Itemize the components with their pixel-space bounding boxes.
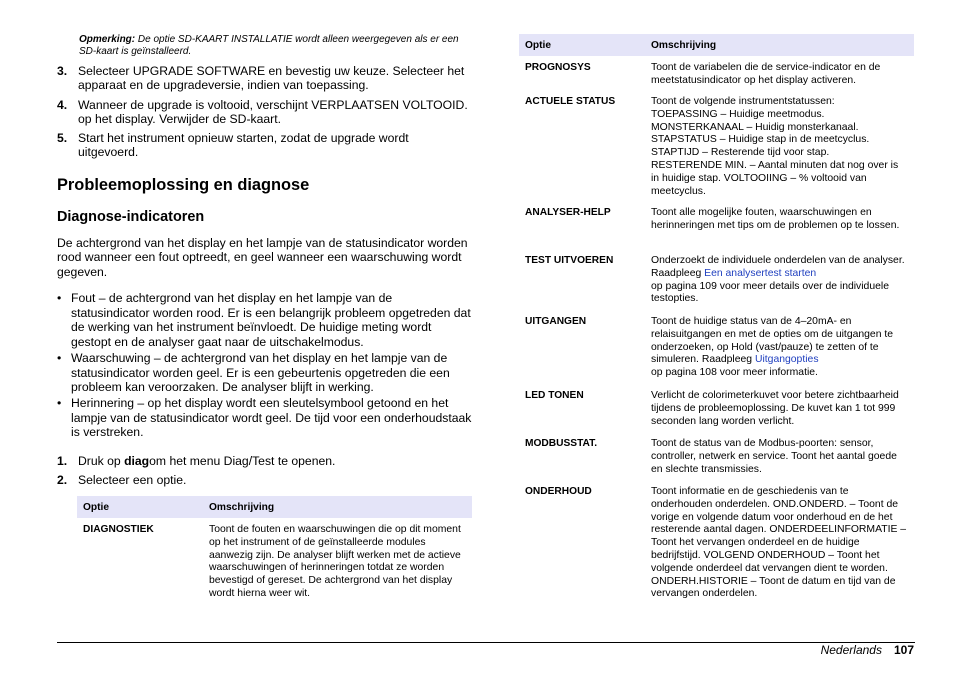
- desc-text: Toont de huidige status van de 4–20mA- en relaisuitgangen en met de opties om de uitgangen te onderzoeken, op Hold (vast/pauze) te zetten of te simuleren. Raadpleeg: [651, 316, 894, 366]
- bullet-text: Waarschuwing – de achtergrond van het display en het lampje van de statusindicator worden geel. Er is een gebeurtenis opgetreden die een probleem kan veroorzaken. De analyser blijft in werking.: [71, 351, 450, 394]
- table-row: [77, 518, 472, 601]
- link-uitgangopties[interactable]: Uitgangopties: [754, 354, 819, 366]
- option-description: Toont de status van de Modbus-poorten: sensor, controller, netwerk en service. Toont het aantal goede en slechte transmissies.: [651, 438, 897, 475]
- step-text: Wanneer de upgrade is voltooid, verschijnt VERPLAATSEN VOLTOOID. op het display. Verwijder de SD-kaart.: [78, 98, 468, 127]
- table-row: [519, 255, 914, 316]
- option-key: PROGNOSYS: [525, 62, 591, 73]
- step-number: 2.: [57, 473, 68, 487]
- desc-line: STAPSTATUS – Huidige stap in de meetcyclus.: [651, 134, 870, 146]
- step-text: Selecteer een optie.: [78, 473, 187, 487]
- table-header-row: [519, 34, 914, 56]
- bullet-text: Fout – de achtergrond van het display en het lampje van de statusindicator worden rood. Er is een belangrijk probleem opgetreden dat de werking van het instrument beïnvloedt. De huidige meting wordt gestopt en de analyser gaat naar de uitschakelmodus.: [71, 291, 471, 349]
- option-description: Toont de fouten en waarschuwingen die op dit moment op het instrument of de geïnstalleerde modules aanwezig zijn. De analyser blijft werken met de actieve waarschuwingen of herinneringen totdat ze worden bevestigd of gereset. De achtergrond van het display wordt hierna weer wit.: [209, 524, 461, 599]
- option-key: ONDERHOUD: [525, 486, 592, 497]
- step-number: 1.: [57, 454, 68, 468]
- desc-line: TOEPASSING – Huidige meetmodus.: [651, 108, 825, 120]
- table-row: [519, 438, 914, 486]
- table-header-omschrijving: Omschrijving: [645, 34, 914, 56]
- footer-language: Nederlands: [820, 643, 882, 657]
- option-description: [645, 255, 914, 316]
- desc-text: Onderzoekt de individuele onderdelen van de analyser. Raadpleeg: [651, 255, 905, 279]
- options-table-main: [519, 34, 914, 601]
- step-text: [78, 454, 472, 468]
- option-key: UITGANGEN: [525, 316, 587, 327]
- bullet-text: Herinnering – op het display wordt een sleutelsymbool getoond en het lampje van de statusindicator wordt geel. De tijd voor een onderhoudstaak is verstreken.: [71, 396, 472, 439]
- step-text-post: om het menu Diag/Test te openen.: [149, 454, 336, 468]
- option-description: Toont informatie en de geschiedenis van te onderhouden onderdelen. OND.ONDERD. – Toont de vorige en volgende datum voor onderhoud en de het resterende aantal dagen. ONDERDEELINFORMATIE – Toont het vervangen onderdeel en de huidige bedrijfstijd. VOLGEND ONDERHOUD – Toont het volgende onderdeel dat vervangen dient te worden. ONDERH.HISTORIE – Toont de datum en tijd van de vervangen onderdelen.: [651, 486, 907, 600]
- bullet-dot: •: [57, 291, 62, 305]
- table-row: [519, 316, 914, 390]
- table-row: [519, 56, 914, 96]
- footer: [821, 643, 914, 657]
- table-header-omschrijving: Omschrijving: [203, 496, 472, 518]
- table-row: [519, 486, 914, 601]
- table-row: [519, 390, 914, 438]
- bullet-dot: •: [57, 396, 62, 410]
- table-row: [519, 96, 914, 207]
- note: [79, 34, 473, 58]
- subsection-title: Diagnose-indicatoren: [57, 209, 205, 225]
- table-header-optie: Optie: [77, 496, 203, 518]
- diag-key-label: diag: [124, 454, 150, 468]
- bullet-dot: •: [57, 351, 62, 365]
- desc-line: Toont de volgende instrumentstatussen:: [651, 96, 835, 107]
- page-number: 107: [893, 643, 914, 657]
- step-number: 5.: [57, 131, 68, 145]
- desc-line: MONSTERKANAAL – Huidig monsterkanaal.: [651, 121, 859, 133]
- option-description: Toont alle mogelijke fouten, waarschuwingen en herinneringen met tips om de problemen op te lossen.: [651, 207, 900, 231]
- option-description: [645, 316, 914, 390]
- table-header-row: [77, 496, 472, 518]
- footer-rule: [57, 642, 915, 643]
- option-description: Toont de variabelen die de service-indicator en de meetstatusindicator op het display activeren.: [651, 62, 881, 86]
- desc-text: op pagina 109 voor meer details over de individuele testopties.: [651, 280, 889, 305]
- link-analysertest[interactable]: Een analysertest starten: [704, 267, 817, 279]
- step-number: 3.: [57, 64, 68, 78]
- step-text: Start het instrument opnieuw starten, zodat de upgrade wordt uitgevoerd.: [78, 131, 409, 160]
- table-row: [519, 207, 914, 255]
- option-description: [645, 96, 914, 207]
- table-header-optie: Optie: [519, 34, 645, 56]
- option-key: TEST UITVOEREN: [525, 255, 614, 266]
- intro-paragraph: De achtergrond van het display en het lampje van de statusindicator worden rood wanneer een fout optreedt, en geel wanneer een waarschuwing wordt gegeven.: [57, 236, 468, 279]
- note-text: De optie SD-KAART INSTALLATIE wordt alleen weergegeven als er een SD-kaart is geïnstalleerd.: [79, 34, 459, 57]
- option-key: DIAGNOSTIEK: [83, 524, 154, 535]
- note-label: Opmerking:: [79, 34, 136, 45]
- desc-line: RESTERENDE MIN. – Aantal minuten dat nog over is in huidige stap. VOLTOOIING – % voltooid van meetcyclus.: [651, 159, 899, 197]
- options-table-diag: [77, 496, 472, 601]
- desc-line: STAPTIJD – Resterende tijd voor stap.: [651, 147, 830, 159]
- option-key: MODBUSSTAT.: [525, 438, 598, 449]
- desc-text: op pagina 108 voor meer informatie.: [651, 367, 818, 379]
- option-key: ANALYSER-HELP: [525, 207, 611, 218]
- step-number: 4.: [57, 98, 68, 112]
- section-title: Probleemoplossing en diagnose: [57, 176, 310, 194]
- option-key: ACTUELE STATUS: [525, 96, 616, 107]
- option-key: LED TONEN: [525, 390, 584, 401]
- step-text-pre: Druk op: [78, 454, 125, 468]
- step-text: Selecteer UPGRADE SOFTWARE en bevestig uw keuze. Selecteer het apparaat en de upgradeversie, indien van toepassing.: [78, 64, 465, 93]
- option-description: Verlicht de colorimeterkuvet voor betere zichtbaarheid tijdens de probleemoplossing. De kuvet kan 1 tot 999 seconden lang worden verlicht.: [651, 390, 899, 427]
